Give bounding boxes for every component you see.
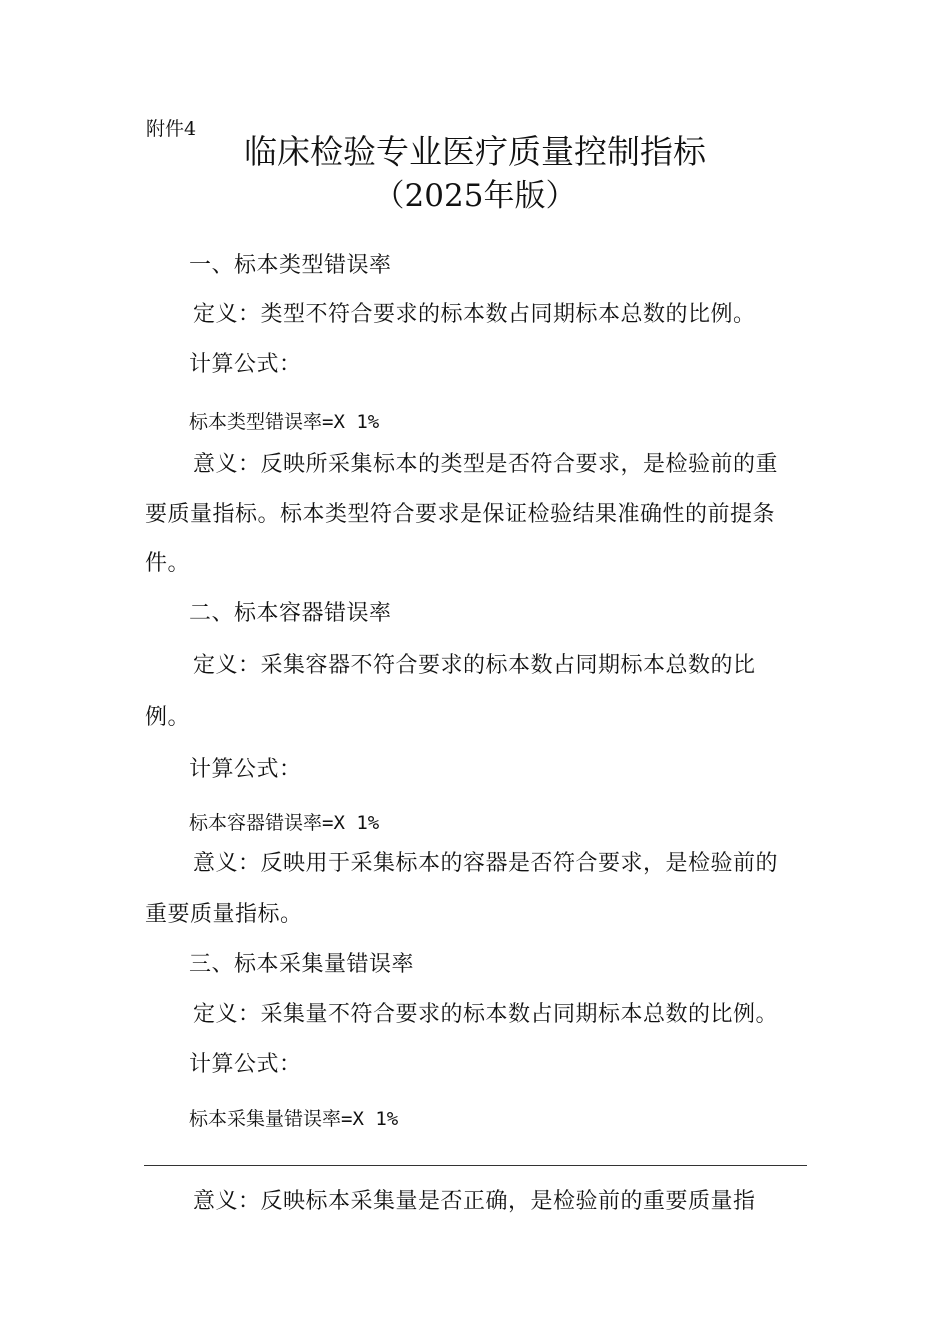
page-subtitle: （2025年版） <box>373 178 577 214</box>
section-meaning-3-line-1: 意义：反映标本采集量是否正确，是检验前的重要质量指 <box>193 1189 756 1214</box>
section-definition-2-line-2: 例。 <box>145 705 191 730</box>
section-definition-2-line-1: 定义：采集容器不符合要求的标本数占同期标本总数的比 <box>193 653 756 678</box>
section-heading-3: 三、标本采集量错误率 <box>189 952 415 977</box>
section-heading-1: 一、标本类型错误率 <box>189 253 392 278</box>
attachment-label: 附件4 <box>146 118 197 140</box>
section-meaning-1-line-3: 件。 <box>145 551 191 576</box>
page-title: 临床检验专业医疗质量控制指标 <box>244 132 706 171</box>
section-formula-1: 标本类型错误率=X 1% <box>189 411 380 433</box>
section-definition-3: 定义：采集量不符合要求的标本数占同期标本总数的比例。 <box>193 1002 779 1027</box>
section-meaning-1-line-2: 要质量指标。标本类型符合要求是保证检验结果准确性的前提条 <box>145 502 776 527</box>
footnote-divider <box>144 1165 807 1166</box>
section-meaning-1-line-1: 意义：反映所采集标本的类型是否符合要求，是检验前的重 <box>193 452 779 477</box>
section-meaning-2-line-2: 重要质量指标。 <box>145 902 303 927</box>
section-formula-3: 标本采集量错误率=X 1% <box>189 1108 399 1130</box>
section-definition-1: 定义：类型不符合要求的标本数占同期标本总数的比例。 <box>193 302 756 327</box>
section-heading-2: 二、标本容器错误率 <box>189 601 392 626</box>
section-formula-2: 标本容器错误率=X 1% <box>189 812 380 834</box>
section-calc-label-3: 计算公式： <box>189 1052 302 1077</box>
section-meaning-2-line-1: 意义：反映用于采集标本的容器是否符合要求，是检验前的 <box>193 851 779 876</box>
section-calc-label-2: 计算公式： <box>189 757 302 782</box>
section-calc-label-1: 计算公式： <box>189 352 302 377</box>
